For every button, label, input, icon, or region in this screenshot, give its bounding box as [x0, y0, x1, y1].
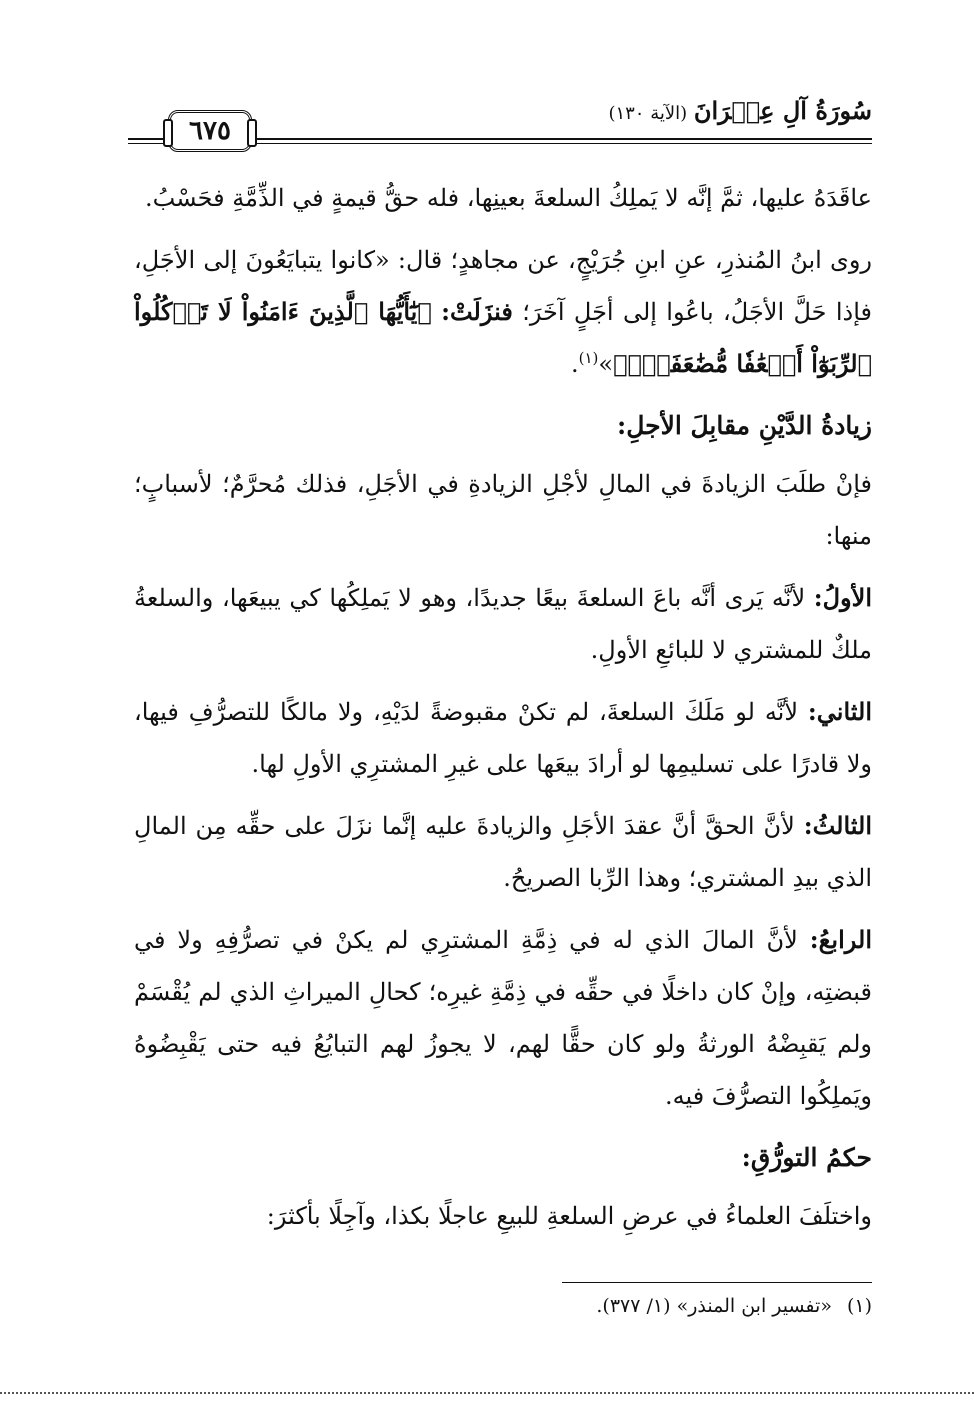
- surah-title: سُورَةُ آلِ عِمۡرَانَ: [693, 96, 872, 125]
- paragraph: واختلَفَ العلماءُ في عرضِ السلعةِ للبيعِ عاجلًا بكذا، وآجِلًا بأكثرَ:: [266, 1202, 872, 1230]
- reason-first: [134, 572, 872, 676]
- reason-fourth: [134, 914, 872, 1122]
- page-header: [128, 92, 872, 156]
- paragraph: فإنْ طلَبَ الزيادةَ في المالِ لأجْلِ الزيادةِ في الأجَلِ، فذلك مُحرَّمٌ؛ لأسبابٍ؛ منها:: [134, 470, 872, 550]
- paragraph: عاقَدَهُ عليها، ثمَّ إنَّه لا يَملِكُ السلعةَ بعينِها، فله حقُّ قيمةٍ في الذِّمَّةِ فحَسْبُ.: [145, 184, 872, 212]
- reason-label: الرابعُ:: [809, 925, 872, 954]
- reason-text: لأنَّ المالَ الذي له في ذِمَّةِ المشترِي لم يكنْ في تصرُّفِهِ ولا في قبضتِه، وإنْ كان داخلًا في حقِّه في ذِمَّةِ غيرِه؛ كحالِ الميراثِ الذي لم يُقْسَمْ ولم يَقبِضْهُ الورثةُ ولو كان حقًّا لهم، لا يجوزُ لهم التبايُعُ فيه حتى يَقْبِضُوهُ ويَملِكُوا التصرُّفَ فيه.: [134, 926, 872, 1110]
- reason-text: لأنَّه يَرى أنَّه باعَ السلعةَ بيعًا جديدًا، وهو لا يَملِكُها كي يبيعَها، والسلعةُ ملكٌ للمشتري لا للبائعِ الأولِ.: [134, 584, 872, 664]
- footnotes: [134, 1292, 872, 1320]
- narration-tail: .: [570, 350, 579, 378]
- page-number: ٦٧٥: [189, 116, 231, 146]
- narration-text: روى ابنُ المُنذرِ، عنِ ابنِ جُرَيْجٍ، عن مجاهدٍ؛ قال: «كانوا يتبايَعُونَ إلى الأجَلِ، فإذا حَلَّ الأجَلُ، باعُوا إلى أجَلٍ آخَرَ؛: [134, 246, 872, 326]
- main-text: [134, 172, 872, 1252]
- footnote-item: [134, 1292, 872, 1320]
- section-heading: حكمُ التورُّقِ:: [741, 1143, 872, 1172]
- footnote-reference: (١): [578, 349, 599, 367]
- reason-third: [134, 800, 872, 904]
- reason-second: [134, 686, 872, 790]
- reason-text: لأنَّه لو مَلَكَ السلعةَ، لم تكنْ مقبوضةً لدَيْهِ، ولا مالكًا للتصرُّفِ فيها، ولا قادرًا على تسليمِها لو أرادَ بيعَها على غيرِ المشترِي الأولِ لها.: [134, 698, 872, 778]
- quote-close: »: [598, 350, 614, 378]
- section-heading: زيادةُ الدَّيْنِ مقابِلَ الأجلِ:: [616, 411, 872, 440]
- reason-text: لأنَّ الحقَّ أنَّ عقدَ الأجَلِ والزيادةَ عليه إنَّما نزَلَ على حقِّه مِن المالِ الذي بيدِ المشتري؛ وهذا الرِّبا الصريحُ.: [134, 812, 872, 892]
- reason-label: الثالثُ:: [803, 811, 872, 840]
- narration-bold: فنزَلَتْ:: [441, 297, 513, 326]
- footnote-separator: [562, 1282, 872, 1283]
- quran-verse: ﴿يَٰٓأَيُّهَا ٱلَّذِينَ ءَامَنُواْ لَا تَأۡكُلُواْ ٱلرِّبَوٰٓاْ أَضۡعَٰفٗا مُّضَٰعَفَةٗۖ﴾: [134, 297, 872, 378]
- ayah-label: (الآية ١٣٠): [608, 103, 688, 124]
- running-title: [600, 96, 872, 125]
- page-bottom-border: [0, 1392, 974, 1394]
- reason-label: الثاني:: [807, 697, 872, 726]
- header-left-rule: [128, 138, 162, 140]
- paragraph-narration: [134, 234, 872, 390]
- footnote-number: (١): [846, 1295, 872, 1317]
- footnote-text: «تفسير ابن المنذر» (١/ ٣٧٧).: [596, 1295, 832, 1317]
- page-number-frame: [168, 110, 252, 152]
- reason-label: الأولُ:: [813, 583, 872, 612]
